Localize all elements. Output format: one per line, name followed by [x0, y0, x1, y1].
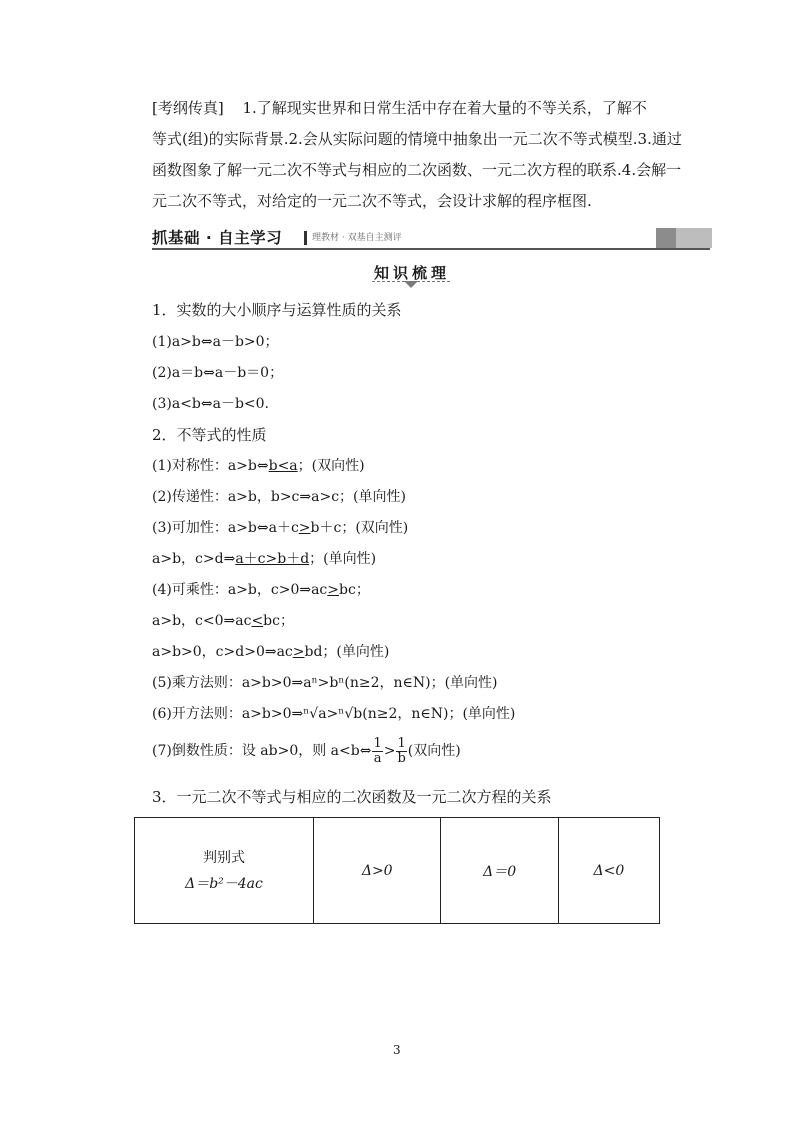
intro-line-3: 函数图象了解一元二次不等式与相应的二次函数、一元二次方程的联系.4.会解一: [152, 161, 682, 179]
banner-block-light: [676, 228, 712, 248]
p3b-pre: a>b，c>d⇒: [152, 551, 236, 567]
discriminant-table: [134, 817, 660, 924]
property-power: (5)乘方法则：a>b>0⇒aⁿ>bⁿ(n≥2，n∈N)；(单向性): [152, 675, 498, 691]
property-symmetry: [152, 456, 365, 476]
frac2-num: 1: [397, 735, 406, 751]
intro-line-4: 元二次不等式，对给定的一元二次不等式，会设计求解的程序框图.: [152, 192, 592, 210]
property-additivity: [152, 518, 408, 538]
property-multiplicativity: [152, 580, 370, 600]
fraction-1-over-a: [372, 737, 382, 766]
section-2-title: 2．不等式的性质: [152, 426, 267, 444]
p4-post: bc；: [339, 582, 370, 598]
intro-line-1: [152, 93, 682, 124]
p4c-answer: >: [292, 644, 305, 660]
p7-pre: (7)倒数性质：设 ab>0，则 a<b⇔: [152, 743, 372, 759]
p3-answer: >: [298, 520, 311, 536]
table-row: [135, 818, 660, 924]
p3b-post: ；(单向性): [309, 551, 377, 567]
table-cell-positive: Δ>0: [313, 818, 440, 924]
table-cell-zero: Δ＝0: [441, 818, 558, 924]
p4-pre: (4)可乘性：a>b，c>0⇒ac: [152, 582, 328, 598]
banner-label: 抓基础 · 自主学习: [152, 229, 283, 247]
banner-sublabel: 理教材 · 双基自主测评: [312, 233, 402, 243]
p7-post: (双向性): [407, 743, 461, 759]
banner-divider: [304, 231, 307, 245]
property-transitivity: (2)传递性：a>b，b>c⇒a>c；(单向性): [152, 489, 406, 505]
property-multiplicativity-3: [152, 642, 389, 662]
p3b-answer: a＋c>b＋d: [235, 551, 310, 567]
p4b-answer: <: [251, 613, 264, 629]
discriminant-label: 判别式: [202, 849, 245, 866]
heading-arrow-icon: [404, 281, 418, 288]
discriminant-formula: Δ＝b²－4ac: [185, 875, 263, 892]
section-3-title: 3．一元二次不等式与相应的二次函数及一元二次方程的关系: [152, 788, 552, 806]
table-cell-negative: Δ<0: [558, 818, 659, 924]
section-banner: [152, 228, 712, 249]
p4c-post: bd；(单向性): [304, 644, 390, 660]
section-1-title: 1．实数的大小顺序与运算性质的关系: [152, 301, 402, 319]
p4b-pre: a>b，c<0⇒ac: [152, 613, 252, 629]
table-cell-discriminant: [135, 818, 314, 924]
banner-block-dark: [656, 228, 676, 248]
frac2-den: b: [397, 750, 406, 766]
property-additivity-2: [152, 549, 376, 569]
p7-mid: >: [383, 743, 396, 759]
p3-pre: (3)可加性：a>b⇔a＋c: [152, 520, 299, 536]
s1-item-2: (2)a＝b⇔a－b＝0；: [152, 365, 284, 381]
intro-tag: [考纲传真]: [152, 99, 224, 117]
p4b-post: bc；: [263, 613, 294, 629]
intro-text-1: 1.了解现实世界和日常生活中存在着大量的不等关系，了解不: [242, 99, 647, 117]
p1-answer: b<a: [268, 458, 298, 474]
knowledge-heading: 知识梳理: [374, 264, 451, 282]
page-number: 3: [393, 1043, 401, 1057]
property-root: (6)开方法则：a>b>0⇒ⁿ√a>ⁿ√b(n≥2，n∈N)；(单向性): [152, 706, 516, 722]
p3-post: b＋c；(双向性): [310, 520, 409, 536]
fraction-1-over-b: [396, 737, 406, 766]
p4-answer: >: [327, 582, 340, 598]
frac1-num: 1: [373, 735, 382, 751]
property-reciprocal: [152, 736, 461, 766]
s1-item-1: (1)a>b⇔a－b>0；: [152, 334, 279, 350]
p1-post: ；(双向性): [297, 458, 365, 474]
intro-line-2: 等式(组)的实际背景.2.会从实际问题的情境中抽象出一元二次不等式模型.3.通过: [152, 130, 682, 148]
banner-rule: [152, 248, 710, 250]
p1-pre: (1)对称性：a>b⇔: [152, 458, 269, 474]
s1-item-3: (3)a<b⇔a－b<0.: [152, 396, 269, 412]
frac1-den: a: [373, 750, 382, 766]
p4c-pre: a>b>0，c>d>0⇒ac: [152, 644, 293, 660]
intro-paragraph: [152, 93, 682, 217]
property-multiplicativity-2: [152, 611, 294, 631]
